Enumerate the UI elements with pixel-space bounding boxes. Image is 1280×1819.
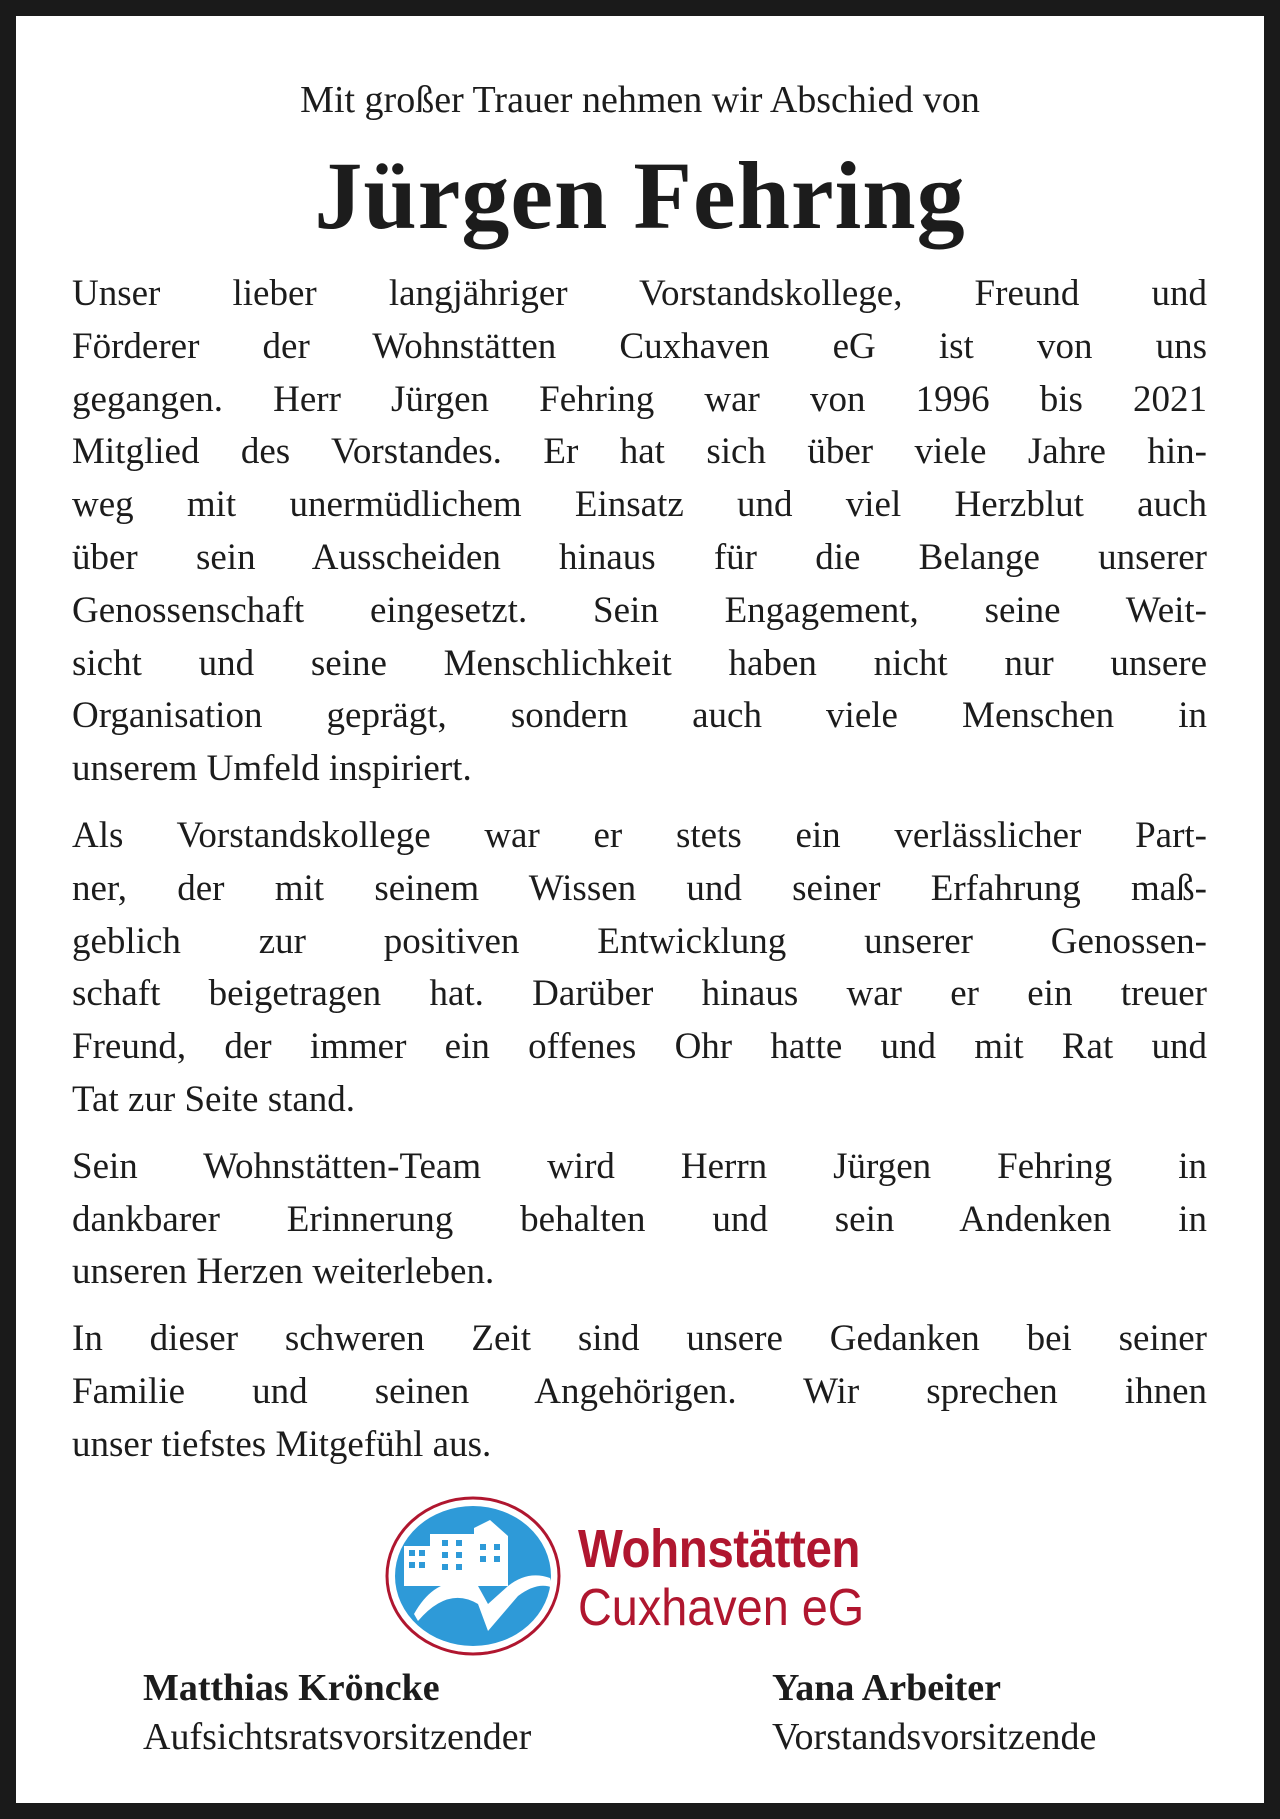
text-line: gegangen. Herr Jürgen Fehring war von 1996 bis 2021 [72, 378, 1207, 420]
text-line: Familie und seinen Angehörigen. Wir sprechen ihnen [72, 1370, 1207, 1412]
text-line: Freund, der immer ein offenes Ohr hatte und mit Rat und [72, 1026, 1207, 1068]
logo-line1: Wohnstätten [578, 1519, 861, 1579]
text-line: dankbarer Erinnerung behalten und sein Andenken in [72, 1198, 1207, 1240]
deceased-name: Jürgen Fehring [314, 142, 966, 249]
text-line: ner, der mit seinem Wissen und seiner Erfahrung maß- [72, 867, 1207, 909]
obituary-text [72, 268, 1207, 1486]
paragraph [72, 268, 1207, 796]
text-line: Förderer der Wohnstätten Cuxhaven eG ist von uns [72, 325, 1207, 367]
paragraph [72, 1313, 1207, 1471]
text-line: Tat zur Seite stand. [72, 1078, 356, 1120]
signatory-name: Yana Arbeiter [772, 1667, 1002, 1709]
text-line: Sein Wohnstätten-Team wird Herrn Jürgen Fehring in [72, 1145, 1207, 1187]
signature-left [143, 1664, 531, 1762]
text-line: unser tiefstes Mitgefühl aus. [72, 1423, 492, 1465]
paragraph [72, 810, 1207, 1127]
logo-line2: Cuxhaven eG [578, 1579, 865, 1637]
intro-line: Mit großer Trauer nehmen wir Abschied von [300, 79, 980, 121]
obituary-notice [16, 16, 1264, 1803]
company-logo [378, 1486, 918, 1666]
signatory-role: Aufsichtsratsvorsitzender [143, 1716, 532, 1758]
text-line: Unser lieber langjähriger Vorstandskollege, Freund und [72, 273, 1207, 314]
text-line: In dieser schweren Zeit sind unsere Gedanken bei seiner [72, 1318, 1207, 1360]
text-line: Genossenschaft eingesetzt. Sein Engagement, seine Weit- [72, 589, 1207, 631]
text-line: schaft beigetragen hat. Darüber hinaus war er ein treuer [72, 973, 1207, 1015]
text-line: sicht und seine Menschlichkeit haben nicht nur unsere [72, 642, 1207, 684]
signatory-name: Matthias Kröncke [143, 1667, 440, 1709]
houses-emblem-icon [378, 1486, 568, 1666]
text-line: Als Vorstandskollege war er stets ein verlässlicher Part- [72, 814, 1207, 856]
text-line: unserem Umfeld inspiriert. [72, 748, 472, 790]
paragraph [72, 1141, 1207, 1299]
signatory-role: Vorstandsvorsitzende [772, 1716, 1097, 1758]
text-line: unseren Herzen weiterleben. [72, 1251, 495, 1293]
text-line: Organisation geprägt, sondern auch viele Menschen in [72, 695, 1207, 737]
signature-right [772, 1664, 1096, 1762]
text-line: geblich zur positiven Entwicklung unserer Genossen- [72, 920, 1207, 962]
text-line: über sein Ausscheiden hinaus für die Belange unserer [72, 536, 1207, 578]
text-line: weg mit unermüdlichem Einsatz und viel Herzblut auch [72, 484, 1207, 526]
text-line: Mitglied des Vorstandes. Er hat sich über viele Jahre hin- [72, 431, 1207, 473]
